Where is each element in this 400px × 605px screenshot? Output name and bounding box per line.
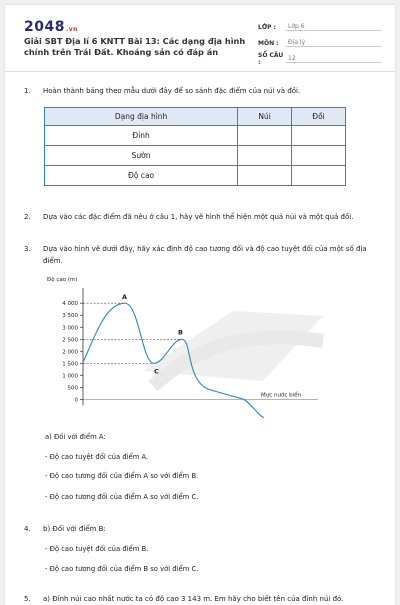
- y-tick-label: 4 000: [62, 301, 78, 308]
- site-logo[interactable]: [24, 19, 78, 35]
- y-tick-label: 2 500: [62, 337, 78, 344]
- question-number: 5.: [24, 595, 31, 603]
- question-3: [24, 243, 384, 267]
- meta-value: Địa lý: [286, 39, 382, 47]
- table-header-cell: Dạng địa hình: [45, 108, 238, 126]
- document-meta: [258, 19, 382, 67]
- y-tick-label: 500: [67, 385, 78, 392]
- y-tick-label: 1 500: [62, 361, 78, 368]
- sea-level-label: Mực nước biển: [261, 392, 302, 399]
- meta-key: MÔN :: [258, 39, 279, 47]
- table-cell-empty[interactable]: [292, 126, 346, 146]
- y-axis-label: Độ cao (m): [47, 277, 78, 283]
- table-cell-empty[interactable]: [238, 146, 292, 166]
- meta-row-subject: [258, 35, 382, 51]
- question-text: b) Đối với điểm B:: [43, 525, 106, 533]
- question-number: 1.: [24, 87, 31, 95]
- document-title: Giải SBT Địa lí 6 KNTT Bài 13: Các dạng địa hình chính trên Trái Đất. Khoáng sản có đáp án: [24, 36, 246, 57]
- question-number: 3.: [24, 245, 31, 253]
- table-row-label: Sườn: [45, 146, 238, 166]
- point-label-a: A: [122, 293, 128, 302]
- sub-item: - Độ cao tuyệt đối của điểm B.: [45, 545, 149, 553]
- y-tick-label: 3 000: [62, 325, 78, 332]
- elevation-profile-chart: [33, 271, 333, 425]
- table-row: [45, 126, 346, 146]
- question-number: 4.: [24, 525, 31, 533]
- meta-key: SỐ CÂU :: [258, 52, 284, 66]
- point-label-c: C: [154, 367, 159, 376]
- table-header-cell: Đồi: [292, 108, 346, 126]
- table-cell-empty[interactable]: [292, 166, 346, 186]
- question-text: Dựa vào các đặc điểm đã nêu ở câu 1, hãy vẽ hình thể hiện một quả núi và một quả đồi.: [43, 213, 354, 221]
- meta-row-count: [258, 51, 382, 67]
- y-tick-label: 2 000: [62, 349, 78, 356]
- point-label-b: B: [178, 328, 183, 337]
- table-header-cell: Núi: [238, 108, 292, 126]
- meta-key: LỚP :: [258, 23, 276, 31]
- table-row: [45, 146, 346, 166]
- table-row-label: Độ cao: [45, 166, 238, 186]
- header-divider: [5, 71, 395, 72]
- table-cell-empty[interactable]: [238, 166, 292, 186]
- meta-value: Lớp 6: [286, 23, 382, 31]
- meta-value: 12: [286, 55, 382, 63]
- question-1: [24, 85, 384, 97]
- question-2: [24, 211, 384, 223]
- question-number: 2.: [24, 213, 31, 221]
- sub-item: - Độ cao tương đối của điểm A so với điểm C.: [45, 493, 199, 501]
- question-text: a) Đỉnh núi cao nhất nước ta có độ cao 3 143 m. Em hãy cho biết tên của đỉnh núi đó.: [43, 595, 344, 603]
- question-text: Hoàn thành bảng theo mẫu dưới đây để so sánh đặc điểm của núi và đồi.: [43, 87, 301, 95]
- meta-row-class: [258, 19, 382, 35]
- table-row-label: Đỉnh: [45, 126, 238, 146]
- sub-question-a: a) Đối với điểm A:: [45, 433, 106, 441]
- document-page: [5, 5, 395, 605]
- table-cell-empty[interactable]: [292, 146, 346, 166]
- sub-item: - Độ cao tương đối của điểm B so với điểm C.: [45, 565, 199, 573]
- question-text: điểm.: [43, 257, 63, 265]
- question-5: [24, 593, 384, 605]
- sub-item: - Độ cao tương đối của điểm A so với điểm B.: [45, 472, 199, 480]
- question-4: [24, 523, 384, 535]
- y-tick-label: 0: [74, 397, 78, 404]
- question-text: Dựa vào hình vẽ dưới đây, hãy xác định độ cao tương đối và độ cao tuyệt đối của một số địa: [43, 245, 367, 253]
- sub-item: - Độ cao tuyệt đối của điểm A.: [45, 453, 149, 461]
- y-tick-label: 1 000: [62, 373, 78, 380]
- logo-text: 2048: [24, 19, 65, 35]
- table-header-row: [45, 108, 346, 126]
- table-cell-empty[interactable]: [238, 126, 292, 146]
- table-row: [45, 166, 346, 186]
- y-tick-label: 3 500: [62, 313, 78, 320]
- logo-suffix: .vn: [65, 26, 78, 33]
- comparison-table: [44, 107, 346, 186]
